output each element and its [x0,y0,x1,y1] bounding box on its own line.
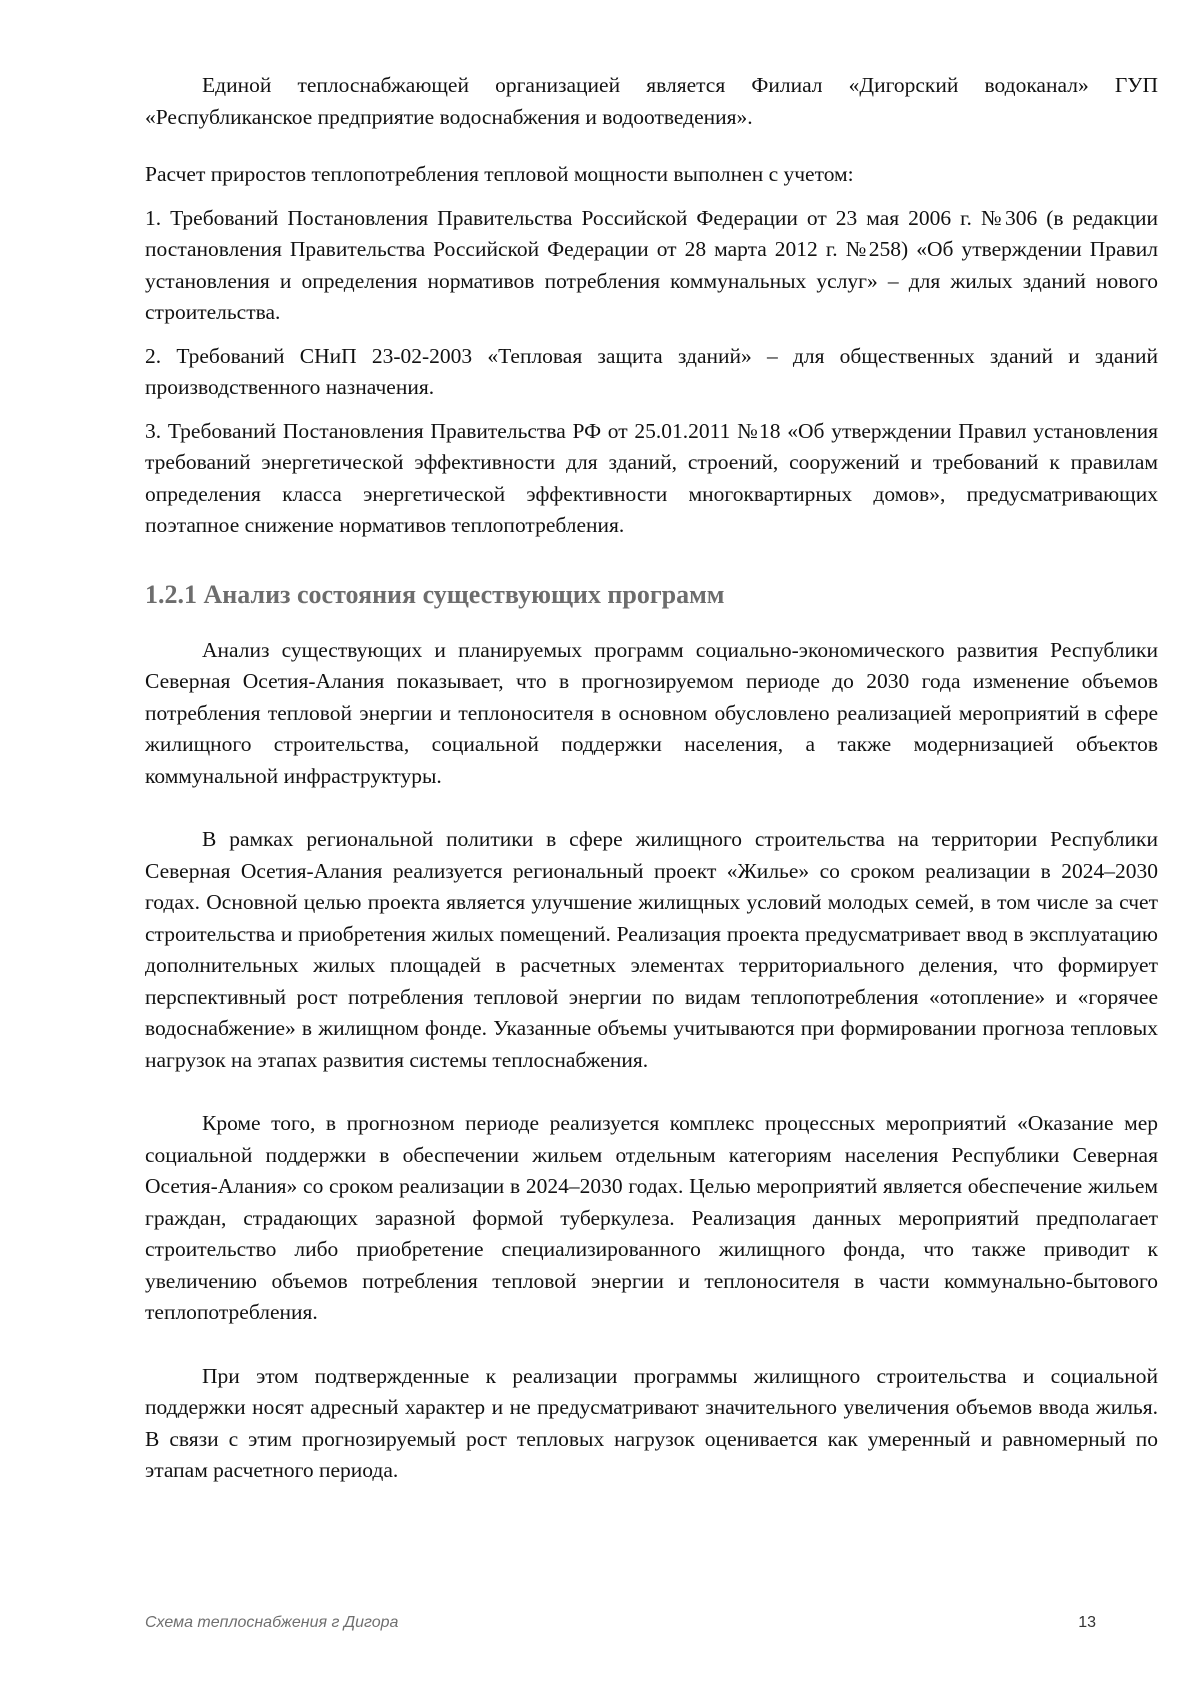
section-heading: 1.2.1 Анализ состояния существующих программ [145,579,725,609]
footer-page-number: 13 [1078,1614,1096,1631]
paragraph-program-analysis: Анализ существующих и планируемых программ социально-экономического развития Республики Северная Осетия-Алания показывает, что в прогнозируемом периоде до 2030 года изменение объемов потребления тепловой энергии и теплоносителя в основном обусловлено реализацией мероприятий в сфере жилищного строительства, социальной поддержки населения, а также модернизацией объектов коммунальной инфраструктуры. [145,637,1158,788]
paragraph-housing-project: В рамках региональной политики в сфере жилищного строительства на территории Республики Северная Осетия-Алания реализуется региональный проект «Жилье» со сроком реализации в 2024–2030 годах. Основной целью проекта является улучшение жилищных условий молодых семей, в том числе за счет строительства и приобретения жилых помещений. Реализация проекта предусматривает ввод в эксплуатацию дополнительных жилых площадей в расчетных элементах территориального деления, что формирует перспективный рост потребления тепловой энергии по видам теплопотребления «отопление» и «горячее водоснабжение» в жилищном фонде. Указанные объемы учитываются при формировании прогноза тепловых нагрузок на этапах развития системы теплоснабжения. [145,827,1158,1072]
paragraph-social-support: Кроме того, в прогнозном периоде реализуется комплекс процессных мероприятий «Оказание мер социальной поддержки в обеспечении жильем отдельным категориям населения Республики Северная Осетия-Алания» со сроком реализации в 2024–2030 годах. Целью мероприятий является обеспечение жильем граждан, страдающих заразной формой туберкулеза. Реализация данных мероприятий предполагает строительство либо приобретение специализированного жилищного фонда, что также приводит к увеличению объемов потребления тепловой энергии и теплоносителя в части коммунально-бытового теплопотребления. [145,1111,1158,1324]
paragraph-growth-estimate: При этом подтвержденные к реализации программы жилищного строительства и социальной поддержки носят адресный характер и не предусматривают значительного увеличения объемов ввода жилья. В связи с этим прогнозируемый рост тепловых нагрузок оценивается как умеренный и равномерный по этапам расчетного периода. [145,1363,1158,1482]
paragraph-calculation-intro: Расчет приростов теплопотребления тепловой мощности выполнен с учетом: [145,162,854,186]
list-item-requirement-1: 1. Требований Постановления Правительства Российской Федерации от 23 мая 2006 г. №306 (в редакции постановления Правительства Российской Федерации от 28 марта 2012 г. №258) «Об утверждении Правил установления и определения нормативов потребления коммунальных услуг» – для жилых зданий нового строительства. [145,205,1158,324]
page-body [145,70,1158,1487]
footer-document-title: Схема теплоснабжения г Дигора [145,1614,399,1631]
list-item-requirement-2: 2. Требований СНиП 23-02-2003 «Тепловая защита зданий» – для общественных зданий и зданий производственного назначения. [145,343,1158,399]
paragraph-heat-supply-organization: Единой теплоснабжающей организацией является Филиал «Дигорский водоканал» ГУП «Республиканское предприятие водоснабжения и водоотведения». [145,73,1158,129]
list-item-requirement-3: 3. Требований Постановления Правительства РФ от 25.01.2011 №18 «Об утверждении Правил установления требований энергетической эффективности для зданий, строений, сооружений и требований к правилам определения класса энергетической эффективности многоквартирных домов», предусматривающих поэтапное снижение нормативов теплопотребления. [145,418,1158,537]
